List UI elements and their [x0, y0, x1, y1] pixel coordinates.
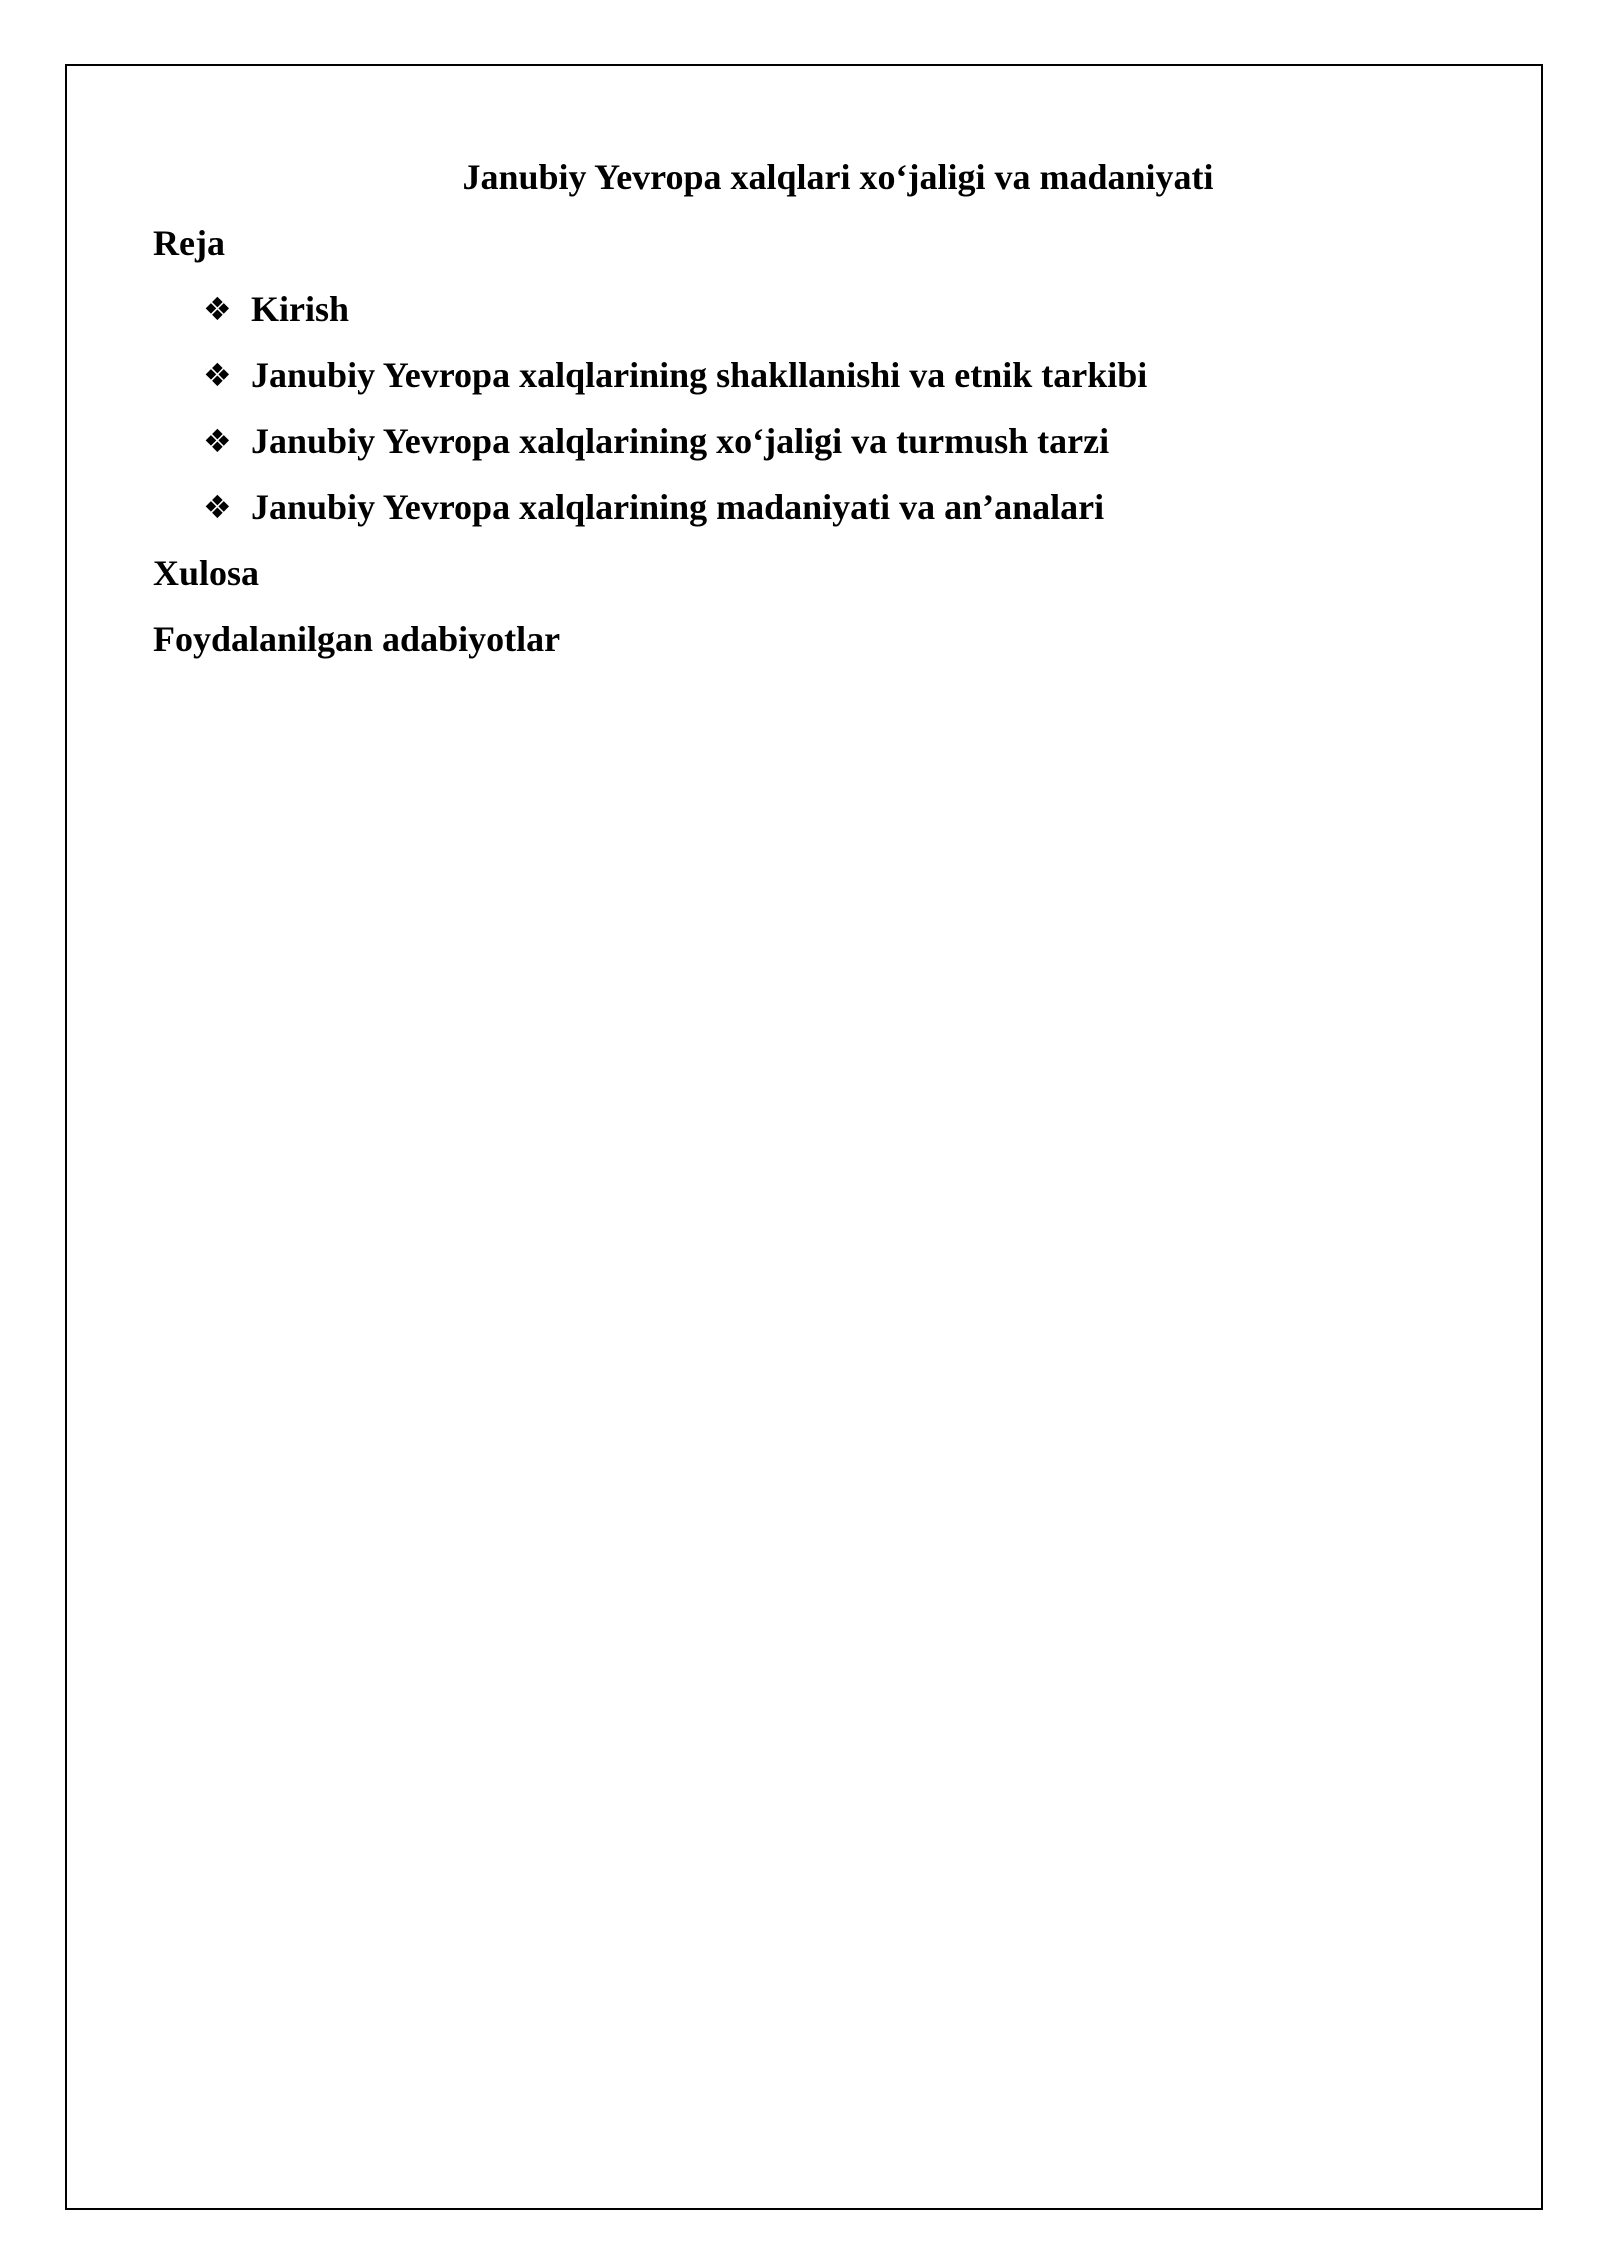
conclusion-heading: Xulosa — [153, 553, 260, 593]
plan-heading: Reja — [153, 223, 225, 263]
diamond-cluster-icon: ❖ — [203, 488, 232, 526]
document-content — [153, 150, 1483, 666]
diamond-cluster-icon: ❖ — [203, 356, 232, 394]
plan-item — [153, 282, 1483, 336]
plan-item — [153, 414, 1483, 468]
plan-list — [153, 282, 1483, 534]
diamond-cluster-icon: ❖ — [203, 422, 232, 460]
plan-item-label: Janubiy Yevropa xalqlarining xo‘jaligi va turmush tarzi — [251, 421, 1110, 461]
document-title: Janubiy Yevropa xalqlari xo‘jaligi va madaniyati — [462, 157, 1214, 197]
diamond-cluster-icon: ❖ — [203, 290, 232, 328]
plan-item-label: Janubiy Yevropa xalqlarining shakllanishi va etnik tarkibi — [251, 355, 1148, 395]
plan-item — [153, 348, 1483, 402]
references-heading: Foydalanilgan adabiyotlar — [153, 619, 561, 659]
plan-item-label: Janubiy Yevropa xalqlarining madaniyati va an’analari — [251, 487, 1105, 527]
plan-item-label: Kirish — [251, 289, 350, 329]
plan-item — [153, 480, 1483, 534]
